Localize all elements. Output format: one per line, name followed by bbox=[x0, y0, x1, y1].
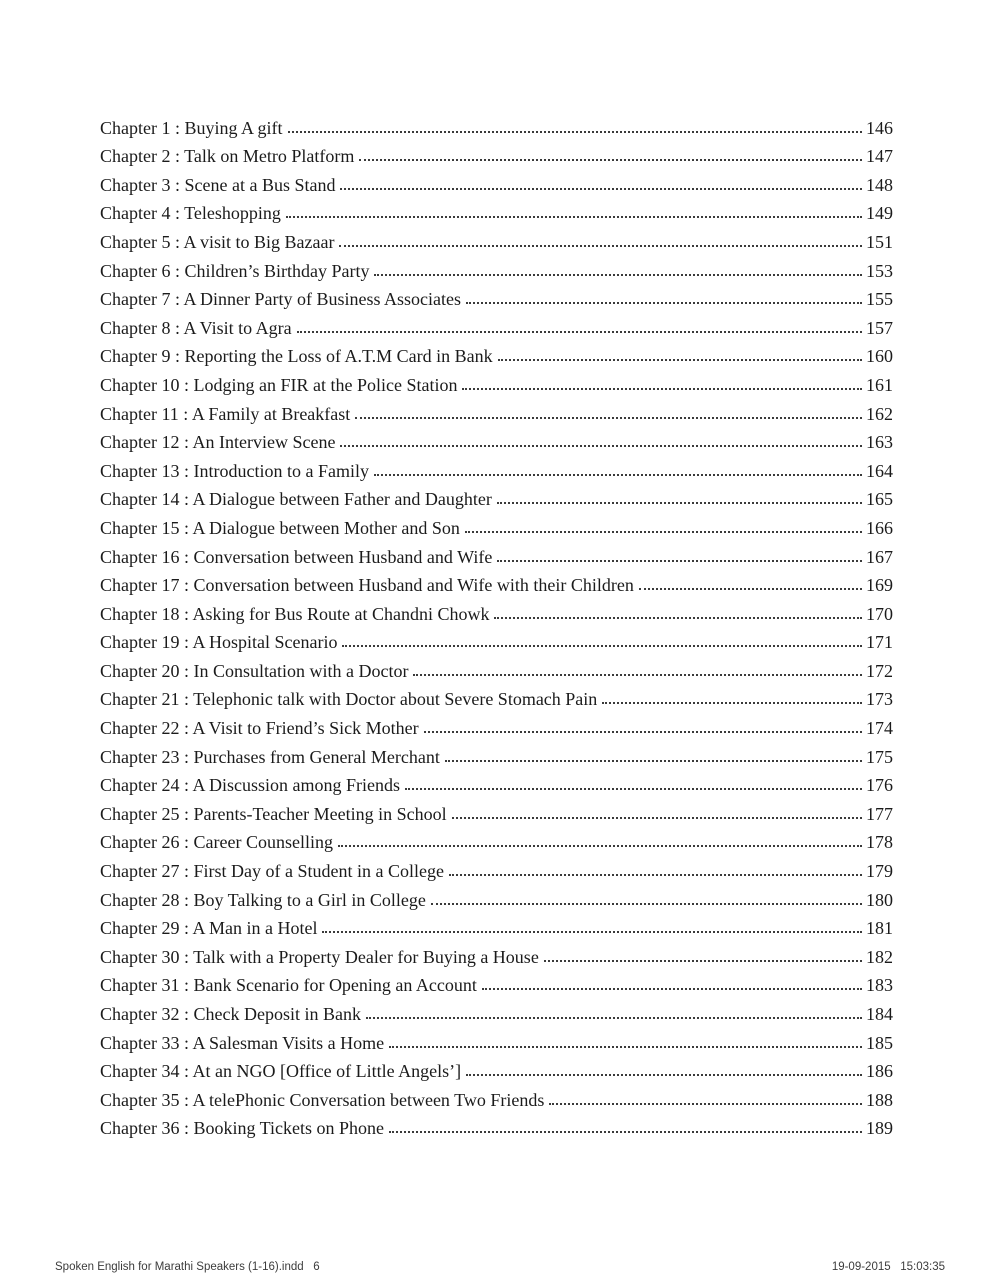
toc-entry-title: Chapter 32 : Check Deposit in Bank bbox=[100, 1004, 361, 1024]
toc-entry-title: Chapter 17 : Conversation between Husband and Wife with their Children bbox=[100, 575, 634, 596]
dot-leader bbox=[340, 445, 862, 447]
toc-entry bbox=[100, 1112, 893, 1141]
dot-leader bbox=[359, 159, 862, 161]
toc-entry-title: Chapter 12 : An Interview Scene bbox=[100, 432, 336, 453]
toc-entry-title: Chapter 15 : A Dialogue between Mother and Son bbox=[100, 517, 460, 538]
dot-leader bbox=[338, 845, 862, 847]
toc-entry-title: Chapter 36 : Booking Tickets on Phone bbox=[100, 1118, 385, 1139]
toc-entry-title: Chapter 14 : A Dialogue between Father and Daughter bbox=[100, 489, 492, 510]
toc-entry-title: Chapter 29 : A Man in a Hotel bbox=[100, 918, 318, 939]
dot-leader bbox=[374, 274, 862, 276]
toc-entry-page: 166 bbox=[866, 517, 893, 538]
toc-entry-page: 146 bbox=[866, 117, 893, 138]
toc-entry-title: Chapter 22 : A Visit to Friend’s Sick Mother bbox=[100, 718, 419, 739]
toc-entry-title: Chapter 6 : Children’s Birthday Party bbox=[100, 260, 370, 281]
toc-entry-page: 186 bbox=[866, 1061, 893, 1082]
dot-leader bbox=[445, 760, 862, 762]
toc-entry-page: 167 bbox=[866, 546, 893, 567]
toc-entry-page: 148 bbox=[866, 174, 893, 195]
toc-entry-page: 147 bbox=[866, 146, 893, 167]
toc-entry bbox=[100, 1026, 893, 1055]
toc-entry-title: Chapter 1 : Buying A gift bbox=[100, 117, 283, 138]
toc-entry bbox=[100, 225, 893, 254]
toc-entry-title: Chapter 28 : Boy Talking to a Girl in College bbox=[100, 889, 426, 910]
toc-entry-page: 170 bbox=[866, 603, 893, 624]
toc-entry bbox=[100, 540, 893, 569]
dot-leader bbox=[466, 1074, 862, 1076]
toc-entry-page: 174 bbox=[866, 718, 893, 739]
dot-leader bbox=[452, 817, 862, 819]
toc-entry-page: 157 bbox=[866, 317, 893, 338]
toc-entry bbox=[100, 197, 893, 226]
dot-leader bbox=[465, 531, 862, 533]
toc-entry-title: Chapter 21 : Telephonic talk with Doctor about Severe Stomach Pain bbox=[100, 689, 598, 710]
toc-list bbox=[100, 111, 893, 1140]
dot-leader bbox=[405, 788, 862, 790]
toc-entry-page: 176 bbox=[866, 775, 893, 796]
dot-leader bbox=[340, 188, 862, 190]
toc-entry-title: Chapter 25 : Parents-Teacher Meeting in School bbox=[100, 803, 447, 824]
toc-entry bbox=[100, 511, 893, 540]
toc-entry-page: 175 bbox=[866, 746, 893, 767]
dot-leader bbox=[339, 245, 862, 247]
toc-entry bbox=[100, 912, 893, 941]
toc-entry-page: 184 bbox=[866, 1004, 893, 1024]
toc-entry bbox=[100, 283, 893, 312]
toc-entry-page: 183 bbox=[866, 975, 893, 996]
toc-entry-page: 165 bbox=[866, 489, 893, 510]
toc-entry-title: Chapter 10 : Lodging an FIR at the Police Station bbox=[100, 374, 458, 395]
dot-leader bbox=[639, 588, 862, 590]
toc-entry-page: 171 bbox=[866, 632, 893, 653]
dot-leader bbox=[413, 674, 862, 676]
toc-entry bbox=[100, 654, 893, 683]
toc-entry-title: Chapter 35 : A telePhonic Conversation between Two Friends bbox=[100, 1089, 545, 1110]
dot-leader bbox=[482, 988, 862, 990]
toc-entry bbox=[100, 854, 893, 883]
toc-entry bbox=[100, 1083, 893, 1112]
toc-entry-page: 173 bbox=[866, 689, 893, 710]
toc-entry-page: 188 bbox=[866, 1089, 893, 1110]
toc-entry-title: Chapter 20 : In Consultation with a Doctor bbox=[100, 660, 409, 681]
toc-entry-page: 185 bbox=[866, 1032, 893, 1053]
toc-entry-title: Chapter 30 : Talk with a Property Dealer for Buying a House bbox=[100, 946, 539, 967]
dot-leader bbox=[424, 731, 862, 733]
dot-leader bbox=[322, 931, 862, 933]
toc-entry bbox=[100, 426, 893, 455]
toc-entry-page: 151 bbox=[866, 231, 893, 252]
toc-entry-page: 164 bbox=[866, 460, 893, 481]
toc-entry bbox=[100, 626, 893, 655]
toc-entry-title: Chapter 34 : At an NGO [Office of Little Angels’] bbox=[100, 1061, 462, 1082]
toc-entry-page: 155 bbox=[866, 289, 893, 310]
toc-entry bbox=[100, 340, 893, 369]
dot-leader bbox=[342, 645, 862, 647]
toc-entry bbox=[100, 140, 893, 169]
toc-entry-title: Chapter 18 : Asking for Bus Route at Chandni Chowk bbox=[100, 603, 490, 624]
toc-entry-page: 160 bbox=[866, 346, 893, 367]
dot-leader bbox=[374, 474, 862, 476]
toc-entry-page: 179 bbox=[866, 861, 893, 882]
toc-entry bbox=[100, 111, 893, 140]
toc-entry bbox=[100, 168, 893, 197]
toc-entry-page: 149 bbox=[866, 203, 893, 224]
toc-entry bbox=[100, 940, 893, 969]
toc-entry bbox=[100, 254, 893, 283]
dot-leader bbox=[462, 388, 862, 390]
toc-entry bbox=[100, 1055, 893, 1084]
toc-entry-title: Chapter 8 : A Visit to Agra bbox=[100, 317, 292, 338]
toc-entry-title: Chapter 9 : Reporting the Loss of A.T.M Card in Bank bbox=[100, 346, 493, 367]
toc-entry-title: Chapter 11 : A Family at Breakfast bbox=[100, 403, 351, 424]
dot-leader bbox=[355, 417, 862, 419]
toc-entry bbox=[100, 597, 893, 626]
toc-entry bbox=[100, 997, 893, 1026]
toc-entry-title: Chapter 3 : Scene at a Bus Stand bbox=[100, 174, 336, 195]
toc-entry-page: 153 bbox=[866, 260, 893, 281]
toc-entry bbox=[100, 569, 893, 598]
toc-entry-title: Chapter 23 : Purchases from General Merchant bbox=[100, 746, 440, 767]
toc-entry-title: Chapter 2 : Talk on Metro Platform bbox=[100, 146, 355, 167]
dot-leader bbox=[497, 560, 862, 562]
toc-entry bbox=[100, 483, 893, 512]
toc-entry-page: 182 bbox=[866, 946, 893, 967]
toc-entry-title: Chapter 16 : Conversation between Husband and Wife bbox=[100, 546, 493, 567]
dot-leader bbox=[389, 1131, 862, 1133]
toc-entry bbox=[100, 769, 893, 798]
toc-entry-title: Chapter 7 : A Dinner Party of Business Associates bbox=[100, 289, 461, 310]
toc-entry bbox=[100, 740, 893, 769]
dot-leader bbox=[366, 1017, 862, 1019]
toc-entry-title: Chapter 5 : A visit to Big Bazaar bbox=[100, 231, 335, 252]
toc-entry-page: 189 bbox=[866, 1118, 893, 1139]
toc-entry-title: Chapter 33 : A Salesman Visits a Home bbox=[100, 1032, 385, 1053]
toc-entry bbox=[100, 368, 893, 397]
dot-leader bbox=[297, 331, 862, 333]
dot-leader bbox=[389, 1046, 862, 1048]
toc-entry-page: 178 bbox=[866, 832, 893, 853]
toc-entry-title: Chapter 19 : A Hospital Scenario bbox=[100, 632, 338, 653]
toc-entry bbox=[100, 683, 893, 712]
dot-leader bbox=[494, 617, 862, 619]
toc-entry bbox=[100, 711, 893, 740]
toc-entry bbox=[100, 826, 893, 855]
toc-entry bbox=[100, 454, 893, 483]
toc-entry bbox=[100, 969, 893, 998]
dot-leader bbox=[497, 502, 862, 504]
toc-entry-title: Chapter 31 : Bank Scenario for Opening an Account bbox=[100, 975, 477, 996]
dot-leader bbox=[288, 131, 863, 133]
toc-entry-title: Chapter 27 : First Day of a Student in a College bbox=[100, 861, 444, 882]
dot-leader bbox=[602, 702, 862, 704]
toc-entry bbox=[100, 883, 893, 912]
toc-entry-title: Chapter 26 : Career Counselling bbox=[100, 832, 333, 853]
dot-leader bbox=[466, 302, 862, 304]
toc-entry-page: 172 bbox=[866, 660, 893, 681]
dot-leader bbox=[498, 359, 862, 361]
toc-entry-page: 163 bbox=[866, 432, 893, 453]
dot-leader bbox=[431, 903, 862, 905]
toc-entry bbox=[100, 397, 893, 426]
dot-leader bbox=[449, 874, 862, 876]
toc-entry-page: 162 bbox=[866, 403, 893, 424]
toc-entry-title: Chapter 4 : Teleshopping bbox=[100, 203, 281, 224]
toc-entry-page: 169 bbox=[866, 575, 893, 596]
toc-entry-page: 180 bbox=[866, 889, 893, 910]
dot-leader bbox=[549, 1103, 862, 1105]
toc-entry-page: 161 bbox=[866, 374, 893, 395]
toc-entry bbox=[100, 797, 893, 826]
footer-timestamp: 19-09-2015 15:03:35 bbox=[831, 1261, 945, 1273]
page-footer bbox=[55, 1261, 945, 1273]
toc-entry-title: Chapter 24 : A Discussion among Friends bbox=[100, 775, 400, 796]
toc-entry-page: 181 bbox=[866, 918, 893, 939]
toc-entry bbox=[100, 311, 893, 340]
dot-leader bbox=[286, 216, 862, 218]
footer-filename: Spoken English for Marathi Speakers (1-16).indd 6 bbox=[55, 1261, 320, 1273]
dot-leader bbox=[544, 960, 862, 962]
toc-entry-title: Chapter 13 : Introduction to a Family bbox=[100, 460, 369, 481]
toc-entry-page: 177 bbox=[866, 803, 893, 824]
